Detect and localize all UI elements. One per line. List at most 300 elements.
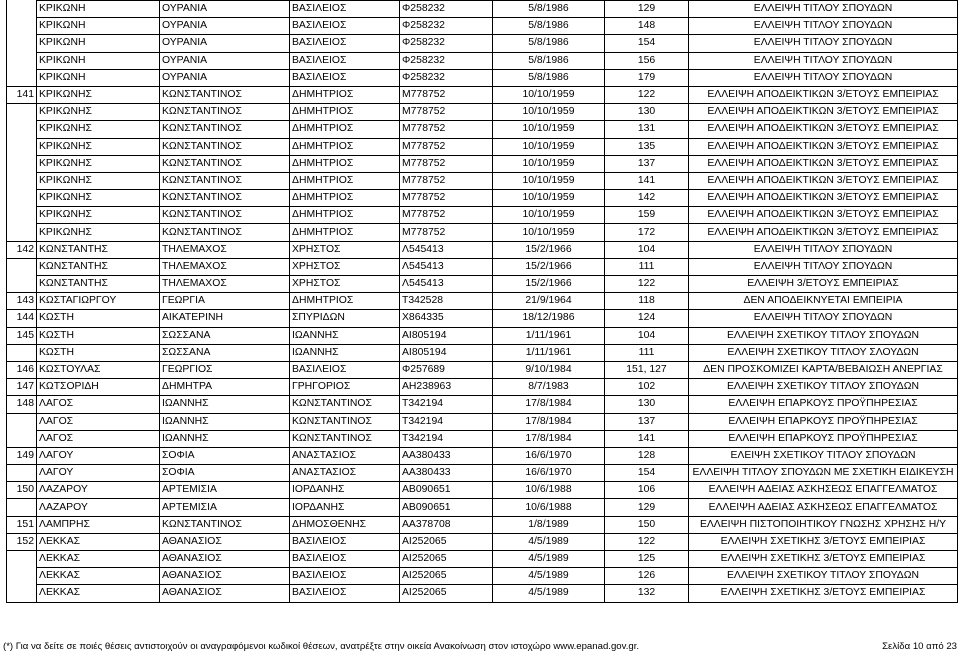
id-number-cell: ΑΙ252065 [400, 585, 493, 602]
first-name-cell: ΣΩΣΣΑΝΑ [160, 327, 290, 344]
position-code-cell: 130 [605, 104, 689, 121]
birth-date-cell: 8/7/1983 [493, 379, 605, 396]
surname-cell: ΚΩΝΣΤΑΝΤΗΣ [37, 276, 160, 293]
row-number [7, 52, 37, 69]
id-number-cell: Λ545413 [400, 258, 493, 275]
first-name-cell: ΤΗΛΕΜΑΧΟΣ [160, 258, 290, 275]
father-name-cell: ΑΝΑΣΤΑΣΙΟΣ [290, 465, 400, 482]
birth-date-cell: 10/6/1988 [493, 482, 605, 499]
surname-cell: ΚΡΙΚΩΝΗΣ [37, 121, 160, 138]
rejection-reason-cell: ΕΛΛΕΙΨΗ ΑΠΟΔΕΙΚΤΙΚΩΝ 3/ΕΤΟΥΣ ΕΜΠΕΙΡΙΑΣ [689, 224, 958, 241]
row-number [7, 104, 37, 121]
table-row [7, 482, 958, 499]
rejection-reason-cell: ΕΛΛΕΙΨΗ ΤΙΤΛΟΥ ΣΠΟΥΔΩΝ [689, 35, 958, 52]
first-name-cell: ΣΟΦΙΑ [160, 447, 290, 464]
birth-date-cell: 5/8/1986 [493, 1, 605, 18]
position-code-cell: 141 [605, 172, 689, 189]
surname-cell: ΚΩΝΣΤΑΝΤΗΣ [37, 241, 160, 258]
row-number: 146 [7, 361, 37, 378]
table-row [7, 430, 958, 447]
first-name-cell: ΑΘΑΝΑΣΙΟΣ [160, 551, 290, 568]
row-number [7, 207, 37, 224]
position-code-cell: 104 [605, 241, 689, 258]
first-name-cell: ΚΩΝΣΤΑΝΤΙΝΟΣ [160, 224, 290, 241]
birth-date-cell: 18/12/1986 [493, 310, 605, 327]
page-footer [3, 641, 957, 653]
id-number-cell: Λ545413 [400, 276, 493, 293]
rejection-reason-cell: ΕΛΛΕΙΨΗ ΑΔΕΙΑΣ ΑΣΚΗΣΕΩΣ ΕΠΑΓΓΕΛΜΑΤΟΣ [689, 499, 958, 516]
rejection-reason-cell: ΕΛΛΕΙΨΗ ΤΙΤΛΟΥ ΣΠΟΥΔΩΝ ΜΕ ΣΧΕΤΙΚΗ ΕΙΔΙΚΕΥΣΗ [689, 465, 958, 482]
father-name-cell: ΚΩΝΣΤΑΝΤΙΝΟΣ [290, 413, 400, 430]
rejection-reason-cell: ΕΛΛΕΙΨΗ ΤΙΤΛΟΥ ΣΠΟΥΔΩΝ [689, 52, 958, 69]
birth-date-cell: 10/10/1959 [493, 224, 605, 241]
surname-cell: ΚΩΝΣΤΑΝΤΗΣ [37, 258, 160, 275]
position-code-cell: 132 [605, 585, 689, 602]
father-name-cell: ΔΗΜΗΤΡΙΟΣ [290, 121, 400, 138]
father-name-cell: ΙΟΡΔΑΝΗΣ [290, 482, 400, 499]
rejection-reason-cell: ΕΛΛΕΙΨΗ ΕΠΑΡΚΟΥΣ ΠΡΟΫΠΗΡΕΣΙΑΣ [689, 430, 958, 447]
position-code-cell: 137 [605, 155, 689, 172]
father-name-cell: ΒΑΣΙΛΕΙΟΣ [290, 361, 400, 378]
first-name-cell: ΟΥΡΑΝΙΑ [160, 35, 290, 52]
id-number-cell: ΑΙ805194 [400, 327, 493, 344]
position-code-cell: 118 [605, 293, 689, 310]
id-number-cell: ΑΙ805194 [400, 344, 493, 361]
surname-cell: ΛΑΖΑΡΟΥ [37, 499, 160, 516]
rejection-reason-cell: ΕΛΛΕΙΨΗ ΣΧΕΤΙΚΟΥ ΤΙΤΛΟΥ ΣΠΟΥΔΩΝ [689, 568, 958, 585]
father-name-cell: ΒΑΣΙΛΕΙΟΣ [290, 35, 400, 52]
position-code-cell: 156 [605, 52, 689, 69]
id-number-cell: Λ545413 [400, 241, 493, 258]
id-number-cell: Μ778752 [400, 155, 493, 172]
first-name-cell: ΙΩΑΝΝΗΣ [160, 413, 290, 430]
first-name-cell: ΚΩΝΣΤΑΝΤΙΝΟΣ [160, 172, 290, 189]
father-name-cell: ΒΑΣΙΛΕΙΟΣ [290, 551, 400, 568]
position-code-cell: 151, 127 [605, 361, 689, 378]
id-number-cell: Φ258232 [400, 1, 493, 18]
rejection-reason-cell: ΕΛΛΕΙΨΗ ΑΠΟΔΕΙΚΤΙΚΩΝ 3/ΕΤΟΥΣ ΕΜΠΕΙΡΙΑΣ [689, 121, 958, 138]
id-number-cell: Φ258232 [400, 35, 493, 52]
position-code-cell: 106 [605, 482, 689, 499]
position-code-cell: 154 [605, 35, 689, 52]
position-code-cell: 111 [605, 344, 689, 361]
rejection-reason-cell: ΕΛΛΕΙΨΗ ΣΧΕΤΙΚΗΣ 3/ΕΤΟΥΣ ΕΜΠΕΙΡΙΑΣ [689, 551, 958, 568]
table-row [7, 104, 958, 121]
table-row [7, 293, 958, 310]
father-name-cell: ΧΡΗΣΤΟΣ [290, 258, 400, 275]
table-row [7, 172, 958, 189]
id-number-cell: Φ258232 [400, 52, 493, 69]
table-row [7, 551, 958, 568]
birth-date-cell: 15/2/1966 [493, 258, 605, 275]
first-name-cell: ΚΩΝΣΤΑΝΤΙΝΟΣ [160, 516, 290, 533]
father-name-cell: ΔΗΜΗΤΡΙΟΣ [290, 155, 400, 172]
first-name-cell: ΣΟΦΙΑ [160, 465, 290, 482]
position-code-cell: 131 [605, 121, 689, 138]
surname-cell: ΚΡΙΚΩΝΗΣ [37, 207, 160, 224]
birth-date-cell: 10/10/1959 [493, 207, 605, 224]
first-name-cell: ΑΘΑΝΑΣΙΟΣ [160, 568, 290, 585]
id-number-cell: ΑΙ252065 [400, 568, 493, 585]
id-number-cell: Τ342194 [400, 430, 493, 447]
row-number: 145 [7, 327, 37, 344]
table-row [7, 361, 958, 378]
first-name-cell: ΟΥΡΑΝΙΑ [160, 18, 290, 35]
rejection-reason-cell: ΕΛΛΕΙΨΗ ΣΧΕΤΙΚΟΥ ΤΙΤΛΟΥ ΣΠΟΥΔΩΝ [689, 327, 958, 344]
row-number [7, 430, 37, 447]
rejection-reason-cell: ΕΛΛΕΙΨΗ ΣΧΕΤΙΚΟΥ ΤΙΤΛΟΥ ΣΠΟΥΔΩΝ [689, 379, 958, 396]
id-number-cell: Μ778752 [400, 86, 493, 103]
page-number: Σελίδα 10 από 23 [882, 641, 957, 652]
position-code-cell: 111 [605, 258, 689, 275]
first-name-cell: ΚΩΝΣΤΑΝΤΙΝΟΣ [160, 121, 290, 138]
table-row [7, 276, 958, 293]
rejection-reason-cell: ΕΛΛΕΙΨΗ ΤΙΤΛΟΥ ΣΠΟΥΔΩΝ [689, 1, 958, 18]
birth-date-cell: 10/6/1988 [493, 499, 605, 516]
rejection-reason-cell: ΕΛΛΕΙΨΗ 3/ΕΤΟΥΣ ΕΜΠΕΙΡΙΑΣ [689, 276, 958, 293]
row-number [7, 568, 37, 585]
id-number-cell: Μ778752 [400, 138, 493, 155]
table-row [7, 327, 958, 344]
row-number [7, 224, 37, 241]
father-name-cell: ΔΗΜΗΤΡΙΟΣ [290, 172, 400, 189]
position-code-cell: 172 [605, 224, 689, 241]
position-code-cell: 159 [605, 207, 689, 224]
row-number [7, 18, 37, 35]
row-number: 147 [7, 379, 37, 396]
rejection-reason-cell: ΕΛΛΕΙΨΗ ΤΙΤΛΟΥ ΣΠΟΥΔΩΝ [689, 69, 958, 86]
row-number [7, 585, 37, 602]
row-number [7, 155, 37, 172]
surname-cell: ΚΡΙΚΩΝΗΣ [37, 172, 160, 189]
row-number: 150 [7, 482, 37, 499]
rejection-reason-cell: ΔΕΝ ΑΠΟΔΕΙΚΝΥΕΤΑΙ ΕΜΠΕΙΡΙΑ [689, 293, 958, 310]
rejection-reason-cell: ΕΛΛΕΙΨΗ ΕΠΑΡΚΟΥΣ ΠΡΟΫΠΗΡΕΣΙΑΣ [689, 396, 958, 413]
father-name-cell: ΒΑΣΙΛΕΙΟΣ [290, 568, 400, 585]
footer-note: (*) Για να δείτε σε ποιές θέσεις αντιστοιχούν οι αναγραφόμενοι κωδικοί θέσεων, ανατρέξτε στην οικεία Ανακοίνωση στον ιστοχώρο www.epanad.gov.gr. [3, 641, 640, 652]
first-name-cell: ΑΡΤΕΜΙΣΙΑ [160, 482, 290, 499]
position-code-cell: 126 [605, 568, 689, 585]
birth-date-cell: 10/10/1959 [493, 172, 605, 189]
row-number [7, 258, 37, 275]
id-number-cell: ΑΒ090651 [400, 499, 493, 516]
row-number [7, 138, 37, 155]
surname-cell: ΛΑΓΟΥ [37, 447, 160, 464]
id-number-cell: ΑΗ238963 [400, 379, 493, 396]
first-name-cell: ΓΕΩΡΓΙΟΣ [160, 361, 290, 378]
row-number [7, 1, 37, 18]
father-name-cell: ΔΗΜΗΤΡΙΟΣ [290, 190, 400, 207]
table-row [7, 69, 958, 86]
table-row [7, 86, 958, 103]
father-name-cell: ΙΩΑΝΝΗΣ [290, 344, 400, 361]
position-code-cell: 129 [605, 1, 689, 18]
table-row [7, 155, 958, 172]
table-row [7, 224, 958, 241]
rejection-reason-cell: ΕΛΛΕΙΨΗ ΠΙΣΤΟΠΟΙΗΤΙΚΟΥ ΓΝΩΣΗΣ ΧΡΗΣΗΣ Η/Υ [689, 516, 958, 533]
row-number: 149 [7, 447, 37, 464]
birth-date-cell: 1/11/1961 [493, 327, 605, 344]
first-name-cell: ΚΩΝΣΤΑΝΤΙΝΟΣ [160, 155, 290, 172]
surname-cell: ΛΕΚΚΑΣ [37, 533, 160, 550]
position-code-cell: 122 [605, 533, 689, 550]
birth-date-cell: 10/10/1959 [493, 190, 605, 207]
rejection-reason-cell: ΕΛΛΕΙΨΗ ΣΧΕΤΙΚΗΣ 3/ΕΤΟΥΣ ΕΜΠΕΙΡΙΑΣ [689, 585, 958, 602]
first-name-cell: ΚΩΝΣΤΑΝΤΙΝΟΣ [160, 104, 290, 121]
surname-cell: ΚΩΤΣΟΡΙΔΗ [37, 379, 160, 396]
first-name-cell: ΟΥΡΑΝΙΑ [160, 69, 290, 86]
table-row [7, 138, 958, 155]
birth-date-cell: 15/2/1966 [493, 241, 605, 258]
surname-cell: ΛΑΓΟΥ [37, 465, 160, 482]
birth-date-cell: 5/8/1986 [493, 18, 605, 35]
first-name-cell: ΑΘΑΝΑΣΙΟΣ [160, 533, 290, 550]
id-number-cell: Μ778752 [400, 104, 493, 121]
first-name-cell: ΓΕΩΡΓΙΑ [160, 293, 290, 310]
rejection-reason-cell: ΕΛΛΕΙΨΗ ΑΔΕΙΑΣ ΑΣΚΗΣΕΩΣ ΕΠΑΓΓΕΛΜΑΤΟΣ [689, 482, 958, 499]
table-row [7, 1, 958, 18]
id-number-cell: Φ257689 [400, 361, 493, 378]
surname-cell: ΚΡΙΚΩΝΗΣ [37, 138, 160, 155]
rejection-reason-cell: ΕΛΛΕΙΨΗ ΤΙΤΛΟΥ ΣΠΟΥΔΩΝ [689, 258, 958, 275]
birth-date-cell: 5/8/1986 [493, 69, 605, 86]
table-row [7, 121, 958, 138]
birth-date-cell: 5/8/1986 [493, 52, 605, 69]
position-code-cell: 130 [605, 396, 689, 413]
row-number [7, 190, 37, 207]
id-number-cell: ΑΙ252065 [400, 533, 493, 550]
surname-cell: ΚΡΙΚΩΝΗΣ [37, 155, 160, 172]
row-number [7, 35, 37, 52]
surname-cell: ΚΡΙΚΩΝΗΣ [37, 224, 160, 241]
surname-cell: ΛΑΓΟΣ [37, 430, 160, 447]
table-row [7, 568, 958, 585]
table-body [7, 1, 958, 603]
father-name-cell: ΑΝΑΣΤΑΣΙΟΣ [290, 447, 400, 464]
birth-date-cell: 1/11/1961 [493, 344, 605, 361]
surname-cell: ΚΩΣΤΟΥΛΑΣ [37, 361, 160, 378]
id-number-cell: ΑΑ380433 [400, 465, 493, 482]
row-number: 141 [7, 86, 37, 103]
surname-cell: ΚΡΙΚΩΝΗ [37, 1, 160, 18]
id-number-cell: Φ258232 [400, 69, 493, 86]
id-number-cell: ΑΑ380433 [400, 447, 493, 464]
table-row [7, 35, 958, 52]
surname-cell: ΚΩΣΤΗ [37, 310, 160, 327]
surname-cell: ΛΑΓΟΣ [37, 396, 160, 413]
birth-date-cell: 21/9/1964 [493, 293, 605, 310]
row-number [7, 344, 37, 361]
father-name-cell: ΔΗΜΗΤΡΙΟΣ [290, 86, 400, 103]
rejection-reason-cell: ΕΛΛΕΙΨΗ ΑΠΟΔΕΙΚΤΙΚΩΝ 3/ΕΤΟΥΣ ΕΜΠΕΙΡΙΑΣ [689, 138, 958, 155]
birth-date-cell: 16/6/1970 [493, 465, 605, 482]
birth-date-cell: 4/5/1989 [493, 568, 605, 585]
surname-cell: ΚΩΣΤΑΓΙΩΡΓΟΥ [37, 293, 160, 310]
row-number [7, 121, 37, 138]
table-row [7, 379, 958, 396]
first-name-cell: ΣΩΣΣΑΝΑ [160, 344, 290, 361]
surname-cell: ΚΡΙΚΩΝΗ [37, 18, 160, 35]
surname-cell: ΛΑΖΑΡΟΥ [37, 482, 160, 499]
position-code-cell: 179 [605, 69, 689, 86]
id-number-cell: Μ778752 [400, 207, 493, 224]
row-number: 152 [7, 533, 37, 550]
id-number-cell: Μ778752 [400, 190, 493, 207]
rejection-reason-cell: ΕΛΛΕΙΨΗ ΑΠΟΔΕΙΚΤΙΚΩΝ 3/ΕΤΟΥΣ ΕΜΠΕΙΡΙΑΣ [689, 190, 958, 207]
id-number-cell: ΑΙ252065 [400, 551, 493, 568]
position-code-cell: 122 [605, 86, 689, 103]
surname-cell: ΛΕΚΚΑΣ [37, 585, 160, 602]
first-name-cell: ΑΘΑΝΑΣΙΟΣ [160, 585, 290, 602]
table-row [7, 533, 958, 550]
table-row [7, 516, 958, 533]
first-name-cell: ΚΩΝΣΤΑΝΤΙΝΟΣ [160, 207, 290, 224]
rejection-reason-cell: ΕΛΕΙΨΗ ΣΧΕΤΙΚΟΥ ΤΙΤΛΟΥ ΣΠΟΥΔΩΝ [689, 447, 958, 464]
surname-cell: ΛΑΜΠΡΗΣ [37, 516, 160, 533]
row-number: 143 [7, 293, 37, 310]
row-number [7, 551, 37, 568]
table-row [7, 396, 958, 413]
id-number-cell: ΑΒ090651 [400, 482, 493, 499]
surname-cell: ΚΡΙΚΩΝΗ [37, 35, 160, 52]
table-row [7, 190, 958, 207]
birth-date-cell: 1/8/1989 [493, 516, 605, 533]
father-name-cell: ΔΗΜΗΤΡΙΟΣ [290, 224, 400, 241]
row-number: 144 [7, 310, 37, 327]
surname-cell: ΚΡΙΚΩΝΗΣ [37, 190, 160, 207]
birth-date-cell: 10/10/1959 [493, 121, 605, 138]
rejection-reason-cell: ΕΛΛΕΙΨΗ ΤΙΤΛΟΥ ΣΠΟΥΔΩΝ [689, 241, 958, 258]
table-row [7, 344, 958, 361]
rejection-reason-cell: ΕΛΛΕΙΨΗ ΣΧΕΤΙΚΗΣ 3/ΕΤΟΥΣ ΕΜΠΕΙΡΙΑΣ [689, 533, 958, 550]
father-name-cell: ΚΩΝΣΤΑΝΤΙΝΟΣ [290, 430, 400, 447]
row-number [7, 499, 37, 516]
birth-date-cell: 17/8/1984 [493, 413, 605, 430]
table-row [7, 465, 958, 482]
father-name-cell: ΔΗΜΗΤΡΙΟΣ [290, 138, 400, 155]
birth-date-cell: 17/8/1984 [493, 396, 605, 413]
rejection-reason-cell: ΕΛΛΕΙΨΗ ΣΧΕΤΙΚΟΥ ΤΙΤΛΟΥ ΣΛΟΥΔΩΝ [689, 344, 958, 361]
id-number-cell: Τ342194 [400, 413, 493, 430]
father-name-cell: ΔΗΜΗΤΡΙΟΣ [290, 293, 400, 310]
father-name-cell: ΙΩΑΝΝΗΣ [290, 327, 400, 344]
father-name-cell: ΒΑΣΙΛΕΙΟΣ [290, 1, 400, 18]
surname-cell: ΚΩΣΤΗ [37, 344, 160, 361]
row-number [7, 69, 37, 86]
position-code-cell: 148 [605, 18, 689, 35]
position-code-cell: 102 [605, 379, 689, 396]
table-row [7, 447, 958, 464]
father-name-cell: ΔΗΜΟΣΘΕΝΗΣ [290, 516, 400, 533]
first-name-cell: ΑΙΚΑΤΕΡΙΝΗ [160, 310, 290, 327]
birth-date-cell: 5/8/1986 [493, 35, 605, 52]
surname-cell: ΚΡΙΚΩΝΗ [37, 69, 160, 86]
table-row [7, 52, 958, 69]
birth-date-cell: 9/10/1984 [493, 361, 605, 378]
rejection-reason-cell: ΕΛΛΕΙΨΗ ΤΙΤΛΟΥ ΣΠΟΥΔΩΝ [689, 310, 958, 327]
table-row [7, 207, 958, 224]
father-name-cell: ΓΡΗΓΟΡΙΟΣ [290, 379, 400, 396]
birth-date-cell: 4/5/1989 [493, 551, 605, 568]
table-row [7, 258, 958, 275]
id-number-cell: Μ778752 [400, 172, 493, 189]
father-name-cell: ΒΑΣΙΛΕΙΟΣ [290, 585, 400, 602]
first-name-cell: ΔΗΜΗΤΡΑ [160, 379, 290, 396]
birth-date-cell: 17/8/1984 [493, 430, 605, 447]
position-code-cell: 122 [605, 276, 689, 293]
birth-date-cell: 16/6/1970 [493, 447, 605, 464]
table-row [7, 413, 958, 430]
rejection-reason-cell: ΕΛΛΕΙΨΗ ΤΙΤΛΟΥ ΣΠΟΥΔΩΝ [689, 18, 958, 35]
birth-date-cell: 10/10/1959 [493, 86, 605, 103]
row-number: 142 [7, 241, 37, 258]
first-name-cell: ΤΗΛΕΜΑΧΟΣ [160, 276, 290, 293]
birth-date-cell: 15/2/1966 [493, 276, 605, 293]
position-code-cell: 128 [605, 447, 689, 464]
position-code-cell: 129 [605, 499, 689, 516]
position-code-cell: 124 [605, 310, 689, 327]
father-name-cell: ΒΑΣΙΛΕΙΟΣ [290, 52, 400, 69]
id-number-cell: Φ258232 [400, 18, 493, 35]
first-name-cell: ΙΩΑΝΝΗΣ [160, 396, 290, 413]
position-code-cell: 150 [605, 516, 689, 533]
position-code-cell: 154 [605, 465, 689, 482]
id-number-cell: Μ778752 [400, 224, 493, 241]
father-name-cell: ΒΑΣΙΛΕΙΟΣ [290, 533, 400, 550]
birth-date-cell: 4/5/1989 [493, 533, 605, 550]
birth-date-cell: 10/10/1959 [493, 104, 605, 121]
father-name-cell: ΣΠΥΡΙΔΩΝ [290, 310, 400, 327]
rejection-reason-cell: ΔΕΝ ΠΡΟΣΚΟΜΙΖΕΙ ΚΑΡΤΑ/ΒΕΒΑΙΩΣΗ ΑΝΕΡΓΙΑΣ [689, 361, 958, 378]
id-number-cell: ΑΑ378708 [400, 516, 493, 533]
first-name-cell: ΚΩΝΣΤΑΝΤΙΝΟΣ [160, 86, 290, 103]
surname-cell: ΚΡΙΚΩΝΗ [37, 52, 160, 69]
father-name-cell: ΔΗΜΗΤΡΙΟΣ [290, 207, 400, 224]
row-number [7, 276, 37, 293]
first-name-cell: ΤΗΛΕΜΑΧΟΣ [160, 241, 290, 258]
table-row [7, 499, 958, 516]
birth-date-cell: 10/10/1959 [493, 138, 605, 155]
first-name-cell: ΚΩΝΣΤΑΝΤΙΝΟΣ [160, 138, 290, 155]
id-number-cell: Χ864335 [400, 310, 493, 327]
first-name-cell: ΟΥΡΑΝΙΑ [160, 1, 290, 18]
row-number: 151 [7, 516, 37, 533]
table-row [7, 585, 958, 602]
father-name-cell: ΒΑΣΙΛΕΙΟΣ [290, 69, 400, 86]
first-name-cell: ΑΡΤΕΜΙΣΙΑ [160, 499, 290, 516]
father-name-cell: ΧΡΗΣΤΟΣ [290, 241, 400, 258]
position-code-cell: 137 [605, 413, 689, 430]
position-code-cell: 104 [605, 327, 689, 344]
id-number-cell: Τ342528 [400, 293, 493, 310]
rejected-applicants-table [6, 0, 958, 603]
position-code-cell: 125 [605, 551, 689, 568]
father-name-cell: ΧΡΗΣΤΟΣ [290, 276, 400, 293]
rejection-reason-cell: ΕΛΛΕΙΨΗ ΑΠΟΔΕΙΚΤΙΚΩΝ 3/ΕΤΟΥΣ ΕΜΠΕΙΡΙΑΣ [689, 104, 958, 121]
row-number [7, 172, 37, 189]
surname-cell: ΚΡΙΚΩΝΗΣ [37, 104, 160, 121]
father-name-cell: ΒΑΣΙΛΕΙΟΣ [290, 18, 400, 35]
position-code-cell: 142 [605, 190, 689, 207]
surname-cell: ΚΡΙΚΩΝΗΣ [37, 86, 160, 103]
surname-cell: ΛΕΚΚΑΣ [37, 551, 160, 568]
father-name-cell: ΔΗΜΗΤΡΙΟΣ [290, 104, 400, 121]
id-number-cell: Τ342194 [400, 396, 493, 413]
father-name-cell: ΚΩΝΣΤΑΝΤΙΝΟΣ [290, 396, 400, 413]
rejection-reason-cell: ΕΛΛΕΙΨΗ ΑΠΟΔΕΙΚΤΙΚΩΝ 3/ΕΤΟΥΣ ΕΜΠΕΙΡΙΑΣ [689, 86, 958, 103]
surname-cell: ΚΩΣΤΗ [37, 327, 160, 344]
row-number [7, 465, 37, 482]
